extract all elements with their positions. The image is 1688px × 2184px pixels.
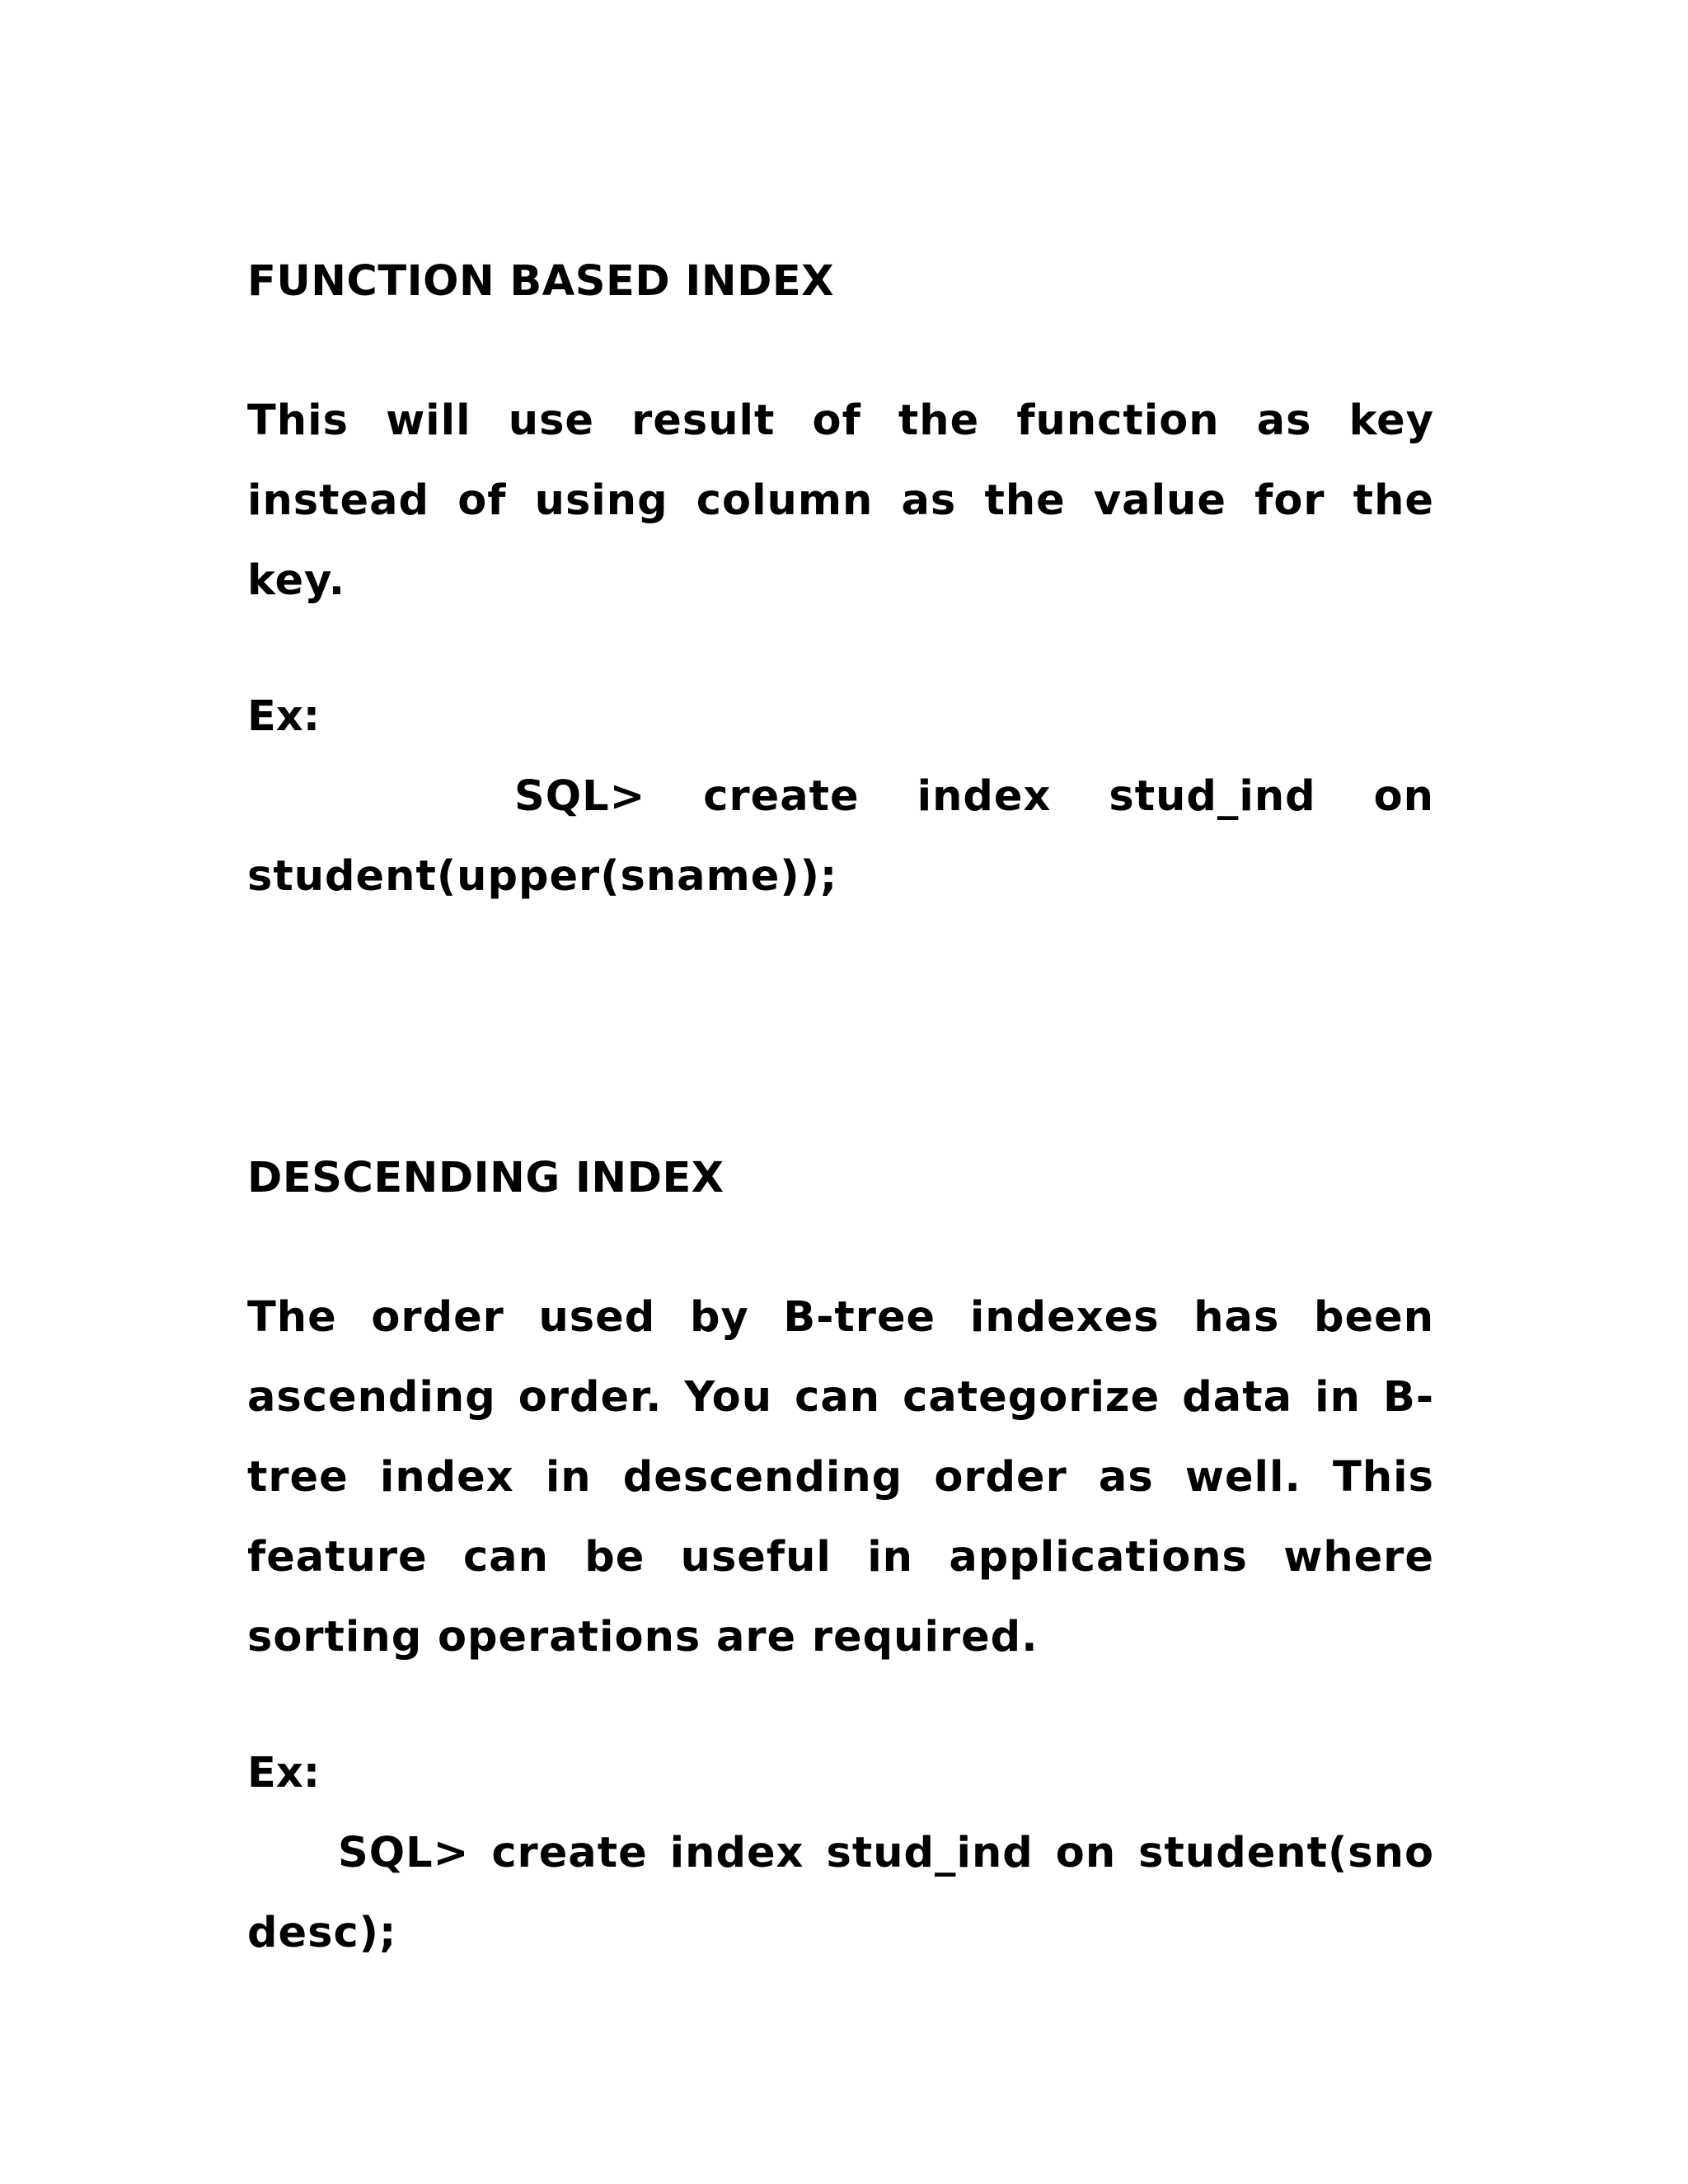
example-label-function-based-index: Ex: xyxy=(247,692,321,741)
example-label-descending-index: Ex: xyxy=(247,1749,321,1797)
section-paragraph-function-based-index: This will use result of the function as key instead of using column as the value for the key. xyxy=(247,396,1434,605)
example-code-function-based-index: SQL> create index stud_ind on student(upper(sname)); xyxy=(247,772,1434,901)
section-heading-descending-index: DESCENDING INDEX xyxy=(247,1154,724,1202)
section-paragraph-descending-index: The order used by B-tree indexes has been ascending order. You can categorize data in B-tree index in descending order as well. This feature can be useful in applications where sorting operations are required. xyxy=(247,1293,1434,1661)
document-page xyxy=(247,0,1434,2184)
section-heading-function-based-index: FUNCTION BASED INDEX xyxy=(247,257,835,306)
example-code-descending-index: SQL> create index stud_ind on student(sno desc); xyxy=(247,1829,1434,1957)
